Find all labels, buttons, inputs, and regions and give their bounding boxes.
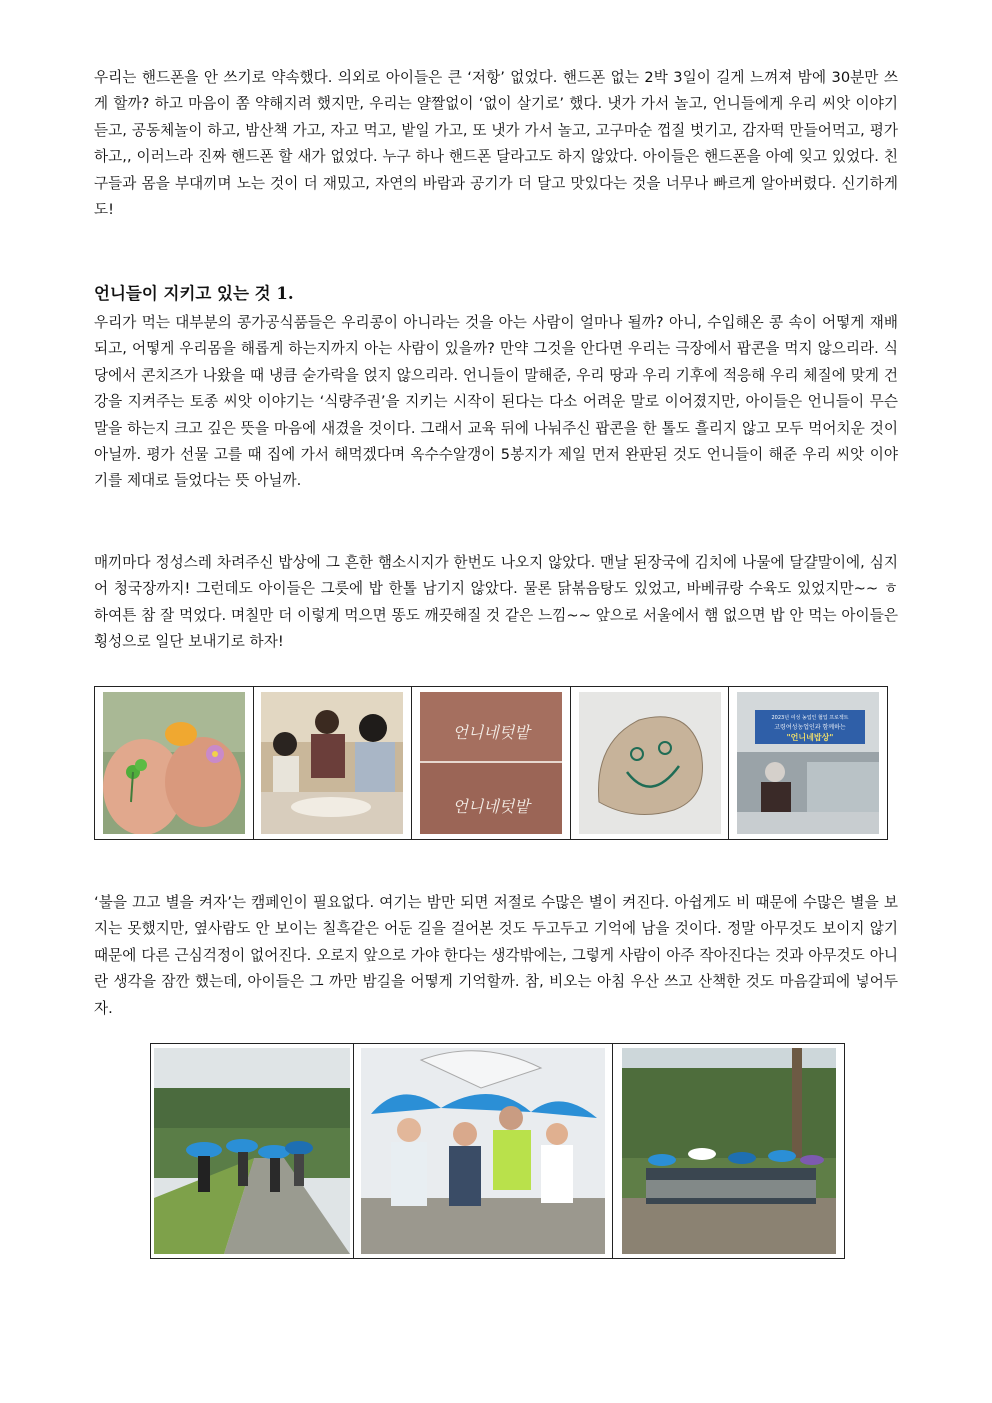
photo-flowers-hands: [103, 692, 245, 834]
photo-rain-path: [154, 1048, 350, 1254]
photo-smiling-stone: [579, 692, 721, 834]
photo-cell-kitchen: [729, 687, 888, 840]
paragraph-night-walk: ‘불을 끄고 별을 켜자’는 캠페인이 필요없다. 여기는 밤만 되면 저절로 수많은 별이 켜진다. 아쉽게도 비 때문에 수많은 별을 보지는 못했지만, 옆사람도 안 보이는 칠흑같은 어둔 길을 걸어본 것도 두고두고 기억에 남을 것이다. 정말 아무것도 보이지 않기 때문에 다른 근심걱정이 없어진다. 오로지 앞으로 가야 한다는 생각밖에는, 그렇게 사람이 아주 작아진다는 것과 아무것도 아니란 생각을 잠깐 했는데, 아이들은 그 까만 밤길을 어떻게 기억할까. 참, 비오는 아침 우산 쓰고 산책한 것도 마음갈피에 넣어두자.: [94, 894, 898, 1017]
photo-cell-stone: [570, 687, 729, 840]
bag-label-2: 언니네텃밭: [452, 797, 530, 816]
banner-top-text: 2023년 여성 농업인 협업 프로젝트: [771, 715, 849, 721]
banner-title-text: "언니네밥상": [786, 733, 834, 742]
photo-cell-flowers: [95, 687, 254, 840]
photo-group-umbrellas: [622, 1048, 836, 1254]
photo-seed-bags: [420, 692, 562, 834]
bag-label-1: 언니네텃밭: [452, 723, 530, 742]
photo-cell-path: [151, 1044, 354, 1259]
photo-kitchen-banner: [737, 692, 879, 834]
section-heading: 언니들이 지키고 있는 것 1.: [94, 284, 294, 303]
photo-table-rain-walk: [150, 1043, 845, 1259]
photo-table-activities: [94, 686, 888, 840]
paragraph-meals: 매끼마다 정성스레 차려주신 밥상에 그 흔한 햄소시지가 한번도 나오지 않았다. 맨날 된장국에 김치에 나물에 달걀말이에, 심지어 청국장까지! 그런데도 아이들은 그릇에 밥 한톨 남기지 않았다. 물론 닭볶음탕도 있었고, 바베큐랑 수육도 있었지만~~ ㅎ 하여튼 참 잘 먹었다. 며칠만 더 이렇게 먹으면 똥도 깨끗해질 것 같은 느낌~~ 앞으로 서울에서 햄 없으면 밥 안 먹는 아이들은 횡성으로 일단 보내기로 하자!: [94, 554, 898, 651]
banner-sub-text: 고령여성농업인과 함께하는: [774, 724, 846, 731]
paragraph-phone-free: 우리는 핸드폰을 안 쓰기로 약속했다. 의외로 아이들은 큰 ‘저항’ 없었다. 핸드폰 없는 2박 3일이 길게 느껴져 밤에 30분만 쓰게 할까? 하고 마음이 쫌 약해지려 했지만, 우리는 얄짤없이 ‘없이 살기로’ 했다. 냇가 가서 놀고, 언니들에게 우리 씨앗 이야기 듣고, 공동체놀이 하고, 밤산책 가고, 자고 먹고, 밭일 가고, 또 냇가 가서 놀고, 고구마순 껍질 벗기고, 감자떡 만들어먹고, 평가하고,, 이러느라 진짜 핸드폰 할 새가 없었다. 누구 하나 핸드폰 달라고도 하지 않았다. 아이들은 핸드폰을 아예 잊고 있었다. 친구들과 몸을 부대끼며 노는 것이 더 재밌고, 자연의 바람과 공기가 더 달고 맛있다는 것을 너무나 빠르게 알아버렸다. 신기하게도!: [94, 69, 898, 219]
photo-cell-umbrella-group: [353, 1044, 613, 1259]
paragraph-native-seeds: 우리가 먹는 대부분의 콩가공식품들은 우리콩이 아니라는 것을 아는 사람이 얼마나 될까? 아니, 수입해온 콩 속이 어떻게 재배되고, 어떻게 우리몸을 해롭게 하는지까지 아는 사람이 있을까? 만약 그것을 안다면 우리는 극장에서 팝콘을 먹지 않으리라. 식당에서 콘치즈가 나왔을 때 냉큼 숟가락을 얹지 않으리라. 언니들이 말해준, 우리 땅과 우리 기후에 적응해 우리 체질에 맞게 건강을 지켜주는 토종 씨앗 이야기는 ‘식량주권’을 지키는 시작이 된다는 다소 어려운 말로 이어졌지만, 아이들은 언니들이 무슨 말을 하는지 크고 깊은 뜻을 마음에 새겼을 것이다. 그래서 교육 뒤에 나눠주신 팝콘을 한 톨도 흘리지 않고 모두 먹어치운 것이 아닐까. 평가 선물 고를 때 집에 가서 해먹겠다며 옥수수알갱이 5봉지가 제일 먼저 완판된 것도 언니들이 해준 우리 씨앗 이야기를 제대로 들었다는 뜻 아닐까.: [94, 314, 898, 490]
photo-umbrella-kids: [361, 1048, 605, 1254]
photo-cell-group-photo: [613, 1044, 845, 1259]
photo-cell-seed-bags: [412, 687, 571, 840]
photo-cell-making: [253, 687, 412, 840]
photo-kids-making-food: [261, 692, 403, 834]
